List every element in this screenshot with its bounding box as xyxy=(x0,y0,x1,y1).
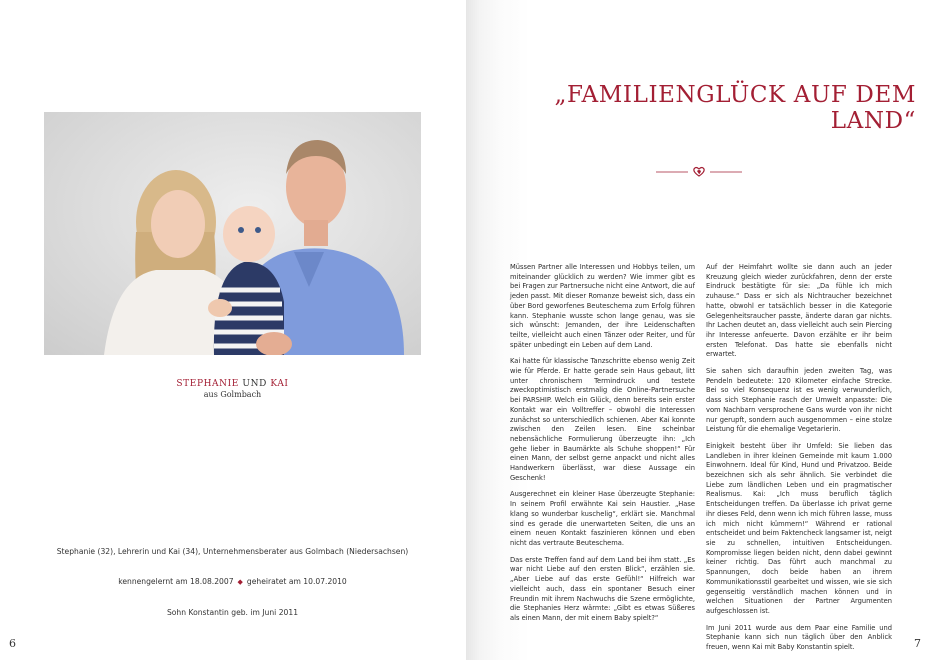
paragraph: Im Juni 2011 wurde aus dem Paar eine Familie und Stephanie kann sich nun täglich über den Anblick freuen, wenn Kai mit Baby Konstantin spielt. xyxy=(706,623,892,652)
names-connector: UND xyxy=(242,379,267,389)
couple-location: aus Golmbach xyxy=(203,390,262,399)
paragraph: Ausgerechnet ein kleiner Hase überzeugte Stephanie: In seinem Profil erwähnte Kai sein Haustier. „Hase klang so wunderbar kuschelig“, erklärt sie. Manchmal sind es gerade die unerwarteten Seiten, die uns an einem neuen Kontakt faszinieren können und eben nicht das vertraute Beuteschema. xyxy=(510,490,695,547)
name-kai: KAI xyxy=(270,379,289,389)
dates-info xyxy=(44,577,421,586)
paragraph: Auf der Heimfahrt wollte sie dann auch an jeder Kreuzung gleich wieder zurückfahren, denn der erste Eindruck bestätigte für sie: „Da fühle ich mich zuhause.“ Dass er sich als Nichtraucher bezeichnet hatte, obwohl er tatsächlich besser in die Kategorie Gelegenheitsraucher passte, änderte daran gar nichts. Ihr Lachen deutet an, dass vielleicht auch sein Piercing ihr Interesse anfeuerte. Davon erzählte er ihr beim ersten Telefonat. Das hatte sie ebenfalls nicht erwartet. xyxy=(706,263,892,359)
paragraph: Kai hatte für klassische Tanzschritte ebenso wenig Zeit wie für Pferde. Er hatte gerade sein Haus gebaut, litt unter chronischem Termindruck und testete zweckoptimistisch erstmalig die Online-Partnersuche bei PARSHIP. Welch ein Glück, denn bereits sein erster Kontakt war ein Volltreffer – obwohl die Interessen zunächst so unterschiedlich schienen. Aber Kai konnte zwischen den Zeilen lesen. Eine scheinbar nebensächliche Formulierung überzeugte ihn: „Ich gehe lieber in Baumärkte als Schuhe shoppen!“ Für einen Mann, der selbst gerne anpackt und nicht alles Handwerkern überlässt, war diese Aussage ein Geschenk! xyxy=(510,357,695,482)
heart-ornament-icon xyxy=(654,165,744,179)
paragraph: Sie sahen sich daraufhin jeden zweiten Tag, was Pendeln bedeutete: 120 Kilometer einfache Strecke. Bei so viel Konsequenz ist es wenig verwunderlich, dass sich Stephanie rasch der Umwelt anpasste: Die vom Nachbarn versprochene Gans wurde von ihr nicht nur gerupft, sondern auch ausgenommen – eine stolze Leistung für die ehemalige Vegetarierin. xyxy=(706,367,892,434)
diamond-separator-icon: ◆ xyxy=(237,578,243,586)
couple-caption xyxy=(44,379,421,399)
paragraph: Müssen Partner alle Interessen und Hobbys teilen, um miteinander glücklich zu werden? Wie immer gibt es bei Fragen zur Partnersuche nicht eine Antwort, die auf jeden passt. Mit dieser Romanze beweist sich, dass ein über Bord geworfenes Beuteschema zum Erfolg führen kann. Stephanie wusste schon lange genau, was sie sich wünscht: Jemanden, der ihre Leidenschaften teilte, vielleicht auch einen Tänzer oder Reiter, und für später unbedingt ein Leben auf dem Land. xyxy=(510,263,695,349)
left-page xyxy=(0,0,466,660)
right-page xyxy=(466,0,933,660)
paragraph: Das erste Treffen fand auf dem Land bei ihm statt. „Es war nicht Liebe auf den ersten Blick“, erzählen sie. „Aber Liebe auf das erste Gefühl!“ Hilfreich war vielleicht auch, dass ein spontaner Besuch einer Freundin mit ihrem Nachwuchs die Szene ermöglichte, die Stephanies Herz wärmte: „Gibt es etwas Süßeres als einen Mann, der mit einem Baby spielt?“ xyxy=(510,555,695,622)
met-date: kennengelernt am 18.08.2007 xyxy=(118,577,234,586)
family-photo-illustration xyxy=(44,112,421,355)
page-number-right: 7 xyxy=(914,637,921,650)
family-photo xyxy=(44,112,421,355)
persons-info: Stephanie (32), Lehrerin und Kai (34), Unternehmensberater aus Golmbach (Niedersachsen) xyxy=(56,547,409,556)
paragraph: Einigkeit besteht über ihr Umfeld: Sie lieben das Landleben in ihrer kleinen Gemeinde mit kaum 1.000 Einwohnern. Ideal für Kind, Hund und Privatzoo. Beide bezeichnen sich als sehr ähnlich. Sie verbindet die Liebe zum ländlichen Leben und ein pragmatischer Realismus. Kai: „Ich muss beruflich täglich Entscheidungen treffen. Da überlasse ich privat gerne ihr dieses Feld, denn wenn ich mich führen lasse, muss ich mich nicht kümmern!“ Während er rational entscheidet und beim Faktencheck langsamer ist, neigt sie zu schnellen, intuitiven Entscheidungen. Kompromisse liegen beiden nicht, denn dabei gewinnt keiner richtig. Das führt auch manchmal zu Spannungen, doch beide haben an ihrem Kommunikationsstil gearbeitet und wissen, wie sie sich gegenseitig verständlich machen können und in welchen Situationen der Partner Argumenten aufgeschlossen ist. xyxy=(706,441,892,615)
wedding-date: geheiratet am 10.07.2010 xyxy=(246,577,347,586)
text-column-1 xyxy=(510,263,695,631)
article-title: „FAMILIENGLÜCK AUF DEM LAND“ xyxy=(554,82,916,134)
child-info: Sohn Konstantin geb. im Juni 2011 xyxy=(166,608,299,617)
couple-names xyxy=(44,379,421,389)
text-column-2 xyxy=(706,263,892,660)
name-stephanie: STEPHANIE xyxy=(176,379,239,389)
page-number-left: 6 xyxy=(9,637,16,650)
